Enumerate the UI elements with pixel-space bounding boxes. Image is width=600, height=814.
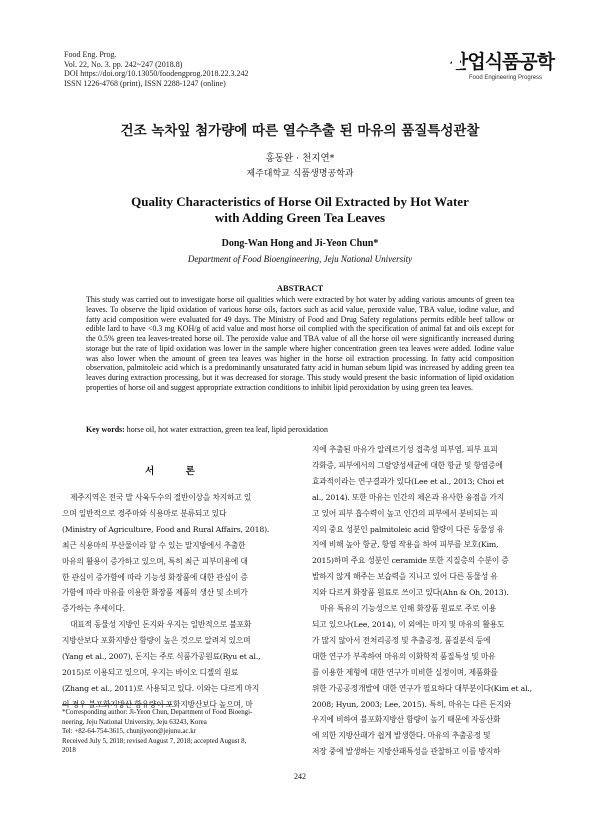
title-english [0, 194, 600, 226]
body-text-line: 우지에 비하여 불포화지방산 함량이 높기 때문에 자동산화 [312, 715, 501, 725]
abstract-body: This study was carried out to investigate horse oil qualities which were extracted by hot water by adding various amounts of green tea leaves. To observe the lipid oxidation of various horse oils, factors such as acid value, peroxide value, TBA value, iodine value, and fatty acid composition were evaluated for 49 days. The Ministry of Food and Drug Safety regulations permits edible beef tallow or edible lard to have <0.3 mg KOH/g of acid value and most horse oil complied with the specification of animal fat and oils except for the 0.5% green tea leaves-treated horse oil. The peroxide value and TBA value of all the horse oil were significantly increased during storage but the rate of lipid oxidation was lower in the sample where higher concentration green tea leaves were added. Iodine value was also lower when the amount of green tea leaves was higher in the horse oil extraction processing. In fatty acid composition observation, palmitoleic acid which is a predominantly unsaturated fatty acid in human sebum lipid was increased by adding green tea leaves during extraction processing, but it was decreased for storage. This study would present the basic information of lipid oxidation properties of horse oil and suggest appropriate extraction conditions to inhibit lipid peroxidation by using green tea leaves. [86, 295, 514, 392]
title-english-line: Quality Characteristics of Horse Oil Extracted by Hot Water [131, 194, 469, 209]
footnote-line: Received July 5, 2018; revised August 7, 2018; accepted August 8, [62, 737, 247, 745]
body-text-line: 고 있어 피부 흡수력이 높고 인간의 피부에서 분비되는 피 [312, 508, 498, 518]
footnote-line: Tel: +82-64-754-3615, chunjiyeon@jejunu.ac.kr [62, 728, 196, 735]
body-text-line: 가 많지 않아서 전처리공정 및 추출공정, 품질분석 등에 [312, 635, 491, 645]
journal-issn: ISSN 1226-4768 (print), ISSN 2288-1247 (online) [64, 78, 226, 88]
footnote-line: 2018 [62, 747, 76, 754]
body-text-line: 마유의 활용이 증가하고 있으며, 특히 최근 피부미용에 대 [62, 556, 248, 566]
body-text-line: 지에 추출된 마유가 알레르기성 접촉성 피부염, 피부 표피 [312, 445, 498, 454]
body-text-line: 으며 일반적으로 경주마와 식용마로 분류되고 있다 [62, 508, 227, 518]
body-text-line: 대표적 동물성 지방인 돈지와 우지는 일반적으로 불포화 [70, 620, 252, 630]
body-text-line: (Ministry of Agriculture, Food and Rural Affairs, 2018). [62, 524, 270, 534]
journal-logo [447, 47, 555, 87]
affiliation-korean: 제주대학교 식품생명공학과 [246, 169, 354, 179]
body-text-line: 각화증, 피부에서의 그람양성세균에 대한 항균 및 항염증에 [312, 460, 503, 470]
body-text-line: 되고 있으나(Lee, 2014), 이 외에는 마지 및 마유의 활용도 [312, 619, 505, 629]
logo-text: 산업식품공학 [450, 51, 555, 73]
body-text-line: 지방산보다 포화지방산 함량이 높은 것으로 알려져 있으며 [62, 636, 251, 646]
body-text-line: 지에 비해 높아 항균, 항염 작용을 하여 피부를 보호(Kim, [312, 540, 499, 550]
footnote [62, 708, 294, 756]
body-text-line: 마유 특유의 기능성으로 인해 화장품 원료로 주로 이용 [320, 604, 497, 614]
body-text-line: 제주지역은 전국 말 사육두수의 절반이상을 차지하고 있 [70, 493, 252, 502]
authors-korean: 홍동완 · 천지연* [265, 153, 335, 164]
body-text-line: al., 2014). 또한 마유는 인간의 체온과 유사한 융점을 가지 [312, 492, 505, 502]
keywords [86, 425, 514, 434]
body-text-line: 효과적이라는 연구결과가 있다(Lee et al., 2013; Choi et [312, 476, 504, 486]
keywords-list: horse oil, hot water extraction, green tea leaf, lipid peroxidation [124, 425, 328, 434]
journal-name: Food Eng. Prog. [64, 50, 117, 59]
body-text-line: 지와 다르게 화장품 원료로 쓰이고 있다(Ahn & Oh, 2013). [312, 588, 509, 598]
affiliation-english: Department of Food Bioengineering, Jeju National University [187, 254, 413, 264]
journal-doi[interactable]: DOI https://doi.org/10.13050/foodengprog.2018.22.3.242 [64, 69, 249, 78]
body-text-line: 의 경우 불포화지방산 함유량이 포화지방산보다 높으며, 마 [62, 699, 253, 709]
body-text-line: 2015)하며 주요 성분인 ceramide 또한 지질층의 수분이 증 [312, 556, 509, 566]
body-text-line: 발하지 않게 해주는 보습력을 지니고 있어 다른 동물성 유 [312, 572, 498, 582]
body-text-line: 저장 중에 발생하는 지방산패특성을 관찰하고 이를 방지하 [312, 747, 501, 757]
body-text-line: 대한 연구가 부족하여 마유의 이화학적 품질특성 및 마유 [312, 651, 496, 661]
journal-volume: Vol. 22, No. 3. pp. 242~247 (2018.8) [64, 59, 183, 69]
section-heading-introduction: 서 론 [145, 466, 209, 477]
page-number: 242 [294, 772, 306, 781]
body-text-line: 위한 가공공정개발에 대한 연구가 필요하다 대부분이다(Kim et al., [312, 683, 532, 693]
body-text-line: 가함에 따라 마유를 이용한 화장품 제품의 생산 및 소비가 [62, 588, 248, 598]
keywords-label: Key words: [86, 425, 125, 434]
body-text-line: (Yang et al., 2007), 돈지는 주로 식품가공원료(Ryu et al., [62, 652, 261, 662]
footnote-divider [62, 704, 172, 705]
body-column-right [312, 442, 542, 760]
body-text-line: 최근 식용마의 부산물이라 할 수 있는 말지방에서 추출한 [62, 540, 246, 550]
body-text-line: (Zhang et al., 2011)로 사용되고 있다. 이와는 다르게 마지 [62, 683, 260, 693]
journal-meta [64, 50, 249, 88]
body-text-line: 지의 중요 성분인 palmitoleic acid 함량이 다른 동물성 유 [312, 524, 504, 534]
footnote-line: *Corresponding author: Ji-Yeon Chun, Department of Food Bioengi- [62, 709, 253, 716]
footnote-line: neering, Jeju National University, Jeju 63243, Korea [62, 718, 207, 726]
logo-subtitle: Food Engineering Progress [469, 75, 543, 81]
abstract-heading: ABSTRACT [276, 283, 324, 293]
body-text-line: 에 의한 지방산패가 쉽게 발생한다. 마유의 추출공정 및 [312, 731, 491, 741]
body-column-left [62, 490, 292, 713]
body-text-line: 2015)로 이용되고 있으며, 우지는 바이오 디젤의 원료 [62, 667, 239, 677]
body-text-line: 증가하는 추세이다. [62, 604, 125, 614]
body-text-line: 를 이용한 제형에 대한 연구가 미비한 실정이며, 제품화를 [312, 667, 498, 677]
body-text-line: 한 관심이 증가함에 따라 기능성 화장품에 대한 관심이 증 [62, 572, 248, 582]
title-korean: 건조 녹차잎 첨가량에 따른 열수추출 된 마유의 품질특성관찰 [120, 123, 480, 139]
authors-english: Dong-Wan Hong and Ji-Yeon Chun* [221, 238, 379, 249]
body-text-line: 2008; Hyun, 2003; Lee, 2015). 특히, 마유는 다른 돈지와 [312, 699, 512, 709]
title-english-line: with Adding Green Tea Leaves [214, 210, 386, 225]
